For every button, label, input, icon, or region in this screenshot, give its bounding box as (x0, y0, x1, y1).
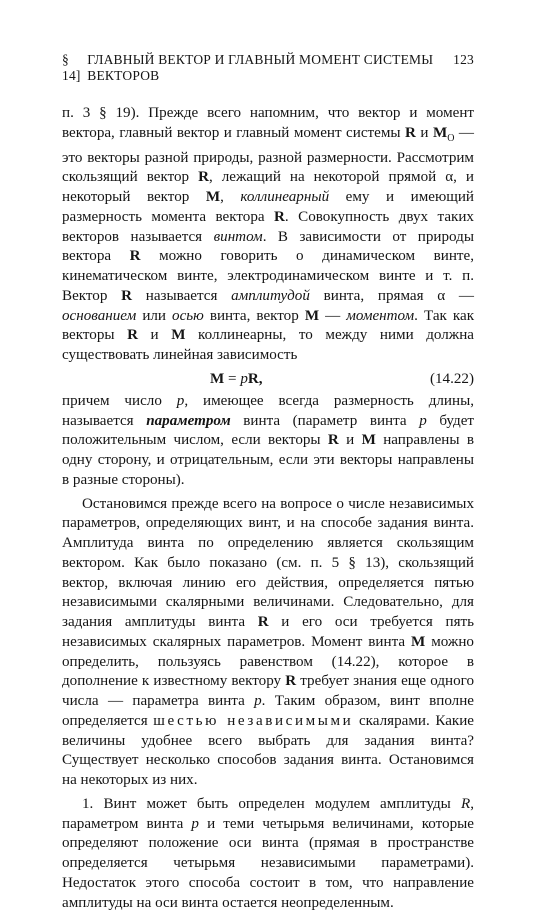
vector-symbol: R, (247, 370, 263, 387)
running-header (62, 52, 474, 84)
vector-symbol: R (274, 208, 285, 225)
term: основанием (62, 307, 137, 324)
text: . Таким образом, винт вполне определяется (62, 693, 474, 729)
text: требует знания еще одного числа — параметра винта (62, 673, 474, 710)
text: причем число (62, 392, 177, 409)
text: — это векторы разной природы, разной размерности. Рассмотрим скользящий вектор (62, 124, 475, 186)
text: п. 3 § 19). Прежде всего напомним, что вектор и момент вектора, главный вектор и главный момент системы (62, 105, 474, 141)
text: . Так как векторы (62, 307, 475, 344)
vector-symbol: R (127, 327, 138, 344)
term: параметром (146, 412, 231, 429)
text: винта, вектор (203, 307, 305, 324)
paragraph-2 (62, 392, 474, 491)
vector-symbol: M (205, 189, 221, 206)
term: моментом (346, 307, 415, 324)
vector-symbol: R (327, 432, 339, 449)
text: винта (параметр винта (230, 412, 420, 429)
vector-symbol: M (432, 124, 448, 141)
variable: p (176, 392, 185, 409)
vector-symbol: M (210, 370, 225, 387)
spaced-emphasis: шестью независимыми (153, 712, 354, 729)
variable: p (419, 412, 427, 429)
text: — (319, 307, 347, 324)
variable: R (460, 795, 471, 812)
text: Остановимся прежде всего на вопросе о числе независимых параметров, определяющих винт, и на способе задания винта. Амплитуда винта по определению является скользящим вектором. Как было показано (см. п. 5 § 13), скользящий вектор, включая линию его действия, определяется пятью независимыми скалярными величинами. Следовательно, для задания амплитуды винта (62, 495, 474, 631)
text: , лежащий на некоторой прямой α, и некоторый вектор (62, 169, 474, 206)
term: амплитудой (231, 287, 310, 304)
text: и теми четырьмя величинами, которые определяют положение оси винта (прямая в пространстве определяется четырьмя независимыми параметрами). Недостаток этого способа состоит в том, что направление амплитуды на оси винта остается неопределенным. (62, 815, 474, 911)
vector-symbol: R (405, 124, 416, 141)
text: будет положительным числом, если векторы (62, 412, 474, 449)
variable: p (240, 370, 248, 387)
vector-symbol: R (198, 169, 209, 186)
text: , (220, 189, 241, 206)
paragraph-4 (62, 795, 474, 913)
text: называется (132, 287, 232, 304)
variable: p (191, 815, 199, 832)
equals-sign: = (224, 370, 241, 387)
text: и его оси требуется пять независимых скалярных параметров. Момент винта (62, 614, 474, 650)
vector-symbol: R (257, 614, 269, 631)
paragraph-1 (62, 104, 474, 366)
running-title: ГЛАВНЫЙ ВЕКТОР И ГЛАВНЫЙ МОМЕНТ СИСТЕМЫ ВЕКТОРОВ (87, 52, 434, 83)
emphasis: коллинеарный (240, 189, 330, 206)
page-number: 123 (453, 52, 474, 67)
term: винтом (213, 228, 263, 245)
vector-symbol: M (304, 307, 320, 324)
text: направлены в одну сторону, и отрицательным, если эти векторы направлены в разные стороны). (62, 432, 474, 488)
section-ref: § 14] (62, 52, 81, 83)
vector-symbol: M (411, 633, 426, 650)
vector-symbol: R (121, 287, 133, 304)
equation-14-22 (62, 366, 474, 392)
vector-symbol: R (129, 248, 141, 265)
text: 1. Винт может быть определен модулем амплитуды (82, 795, 461, 812)
text: можно определить, пользуясь равенством (14.22), которое в дополнение к известному вектору (62, 633, 474, 690)
text: скалярами. Какие величины удобнее всего выбрать для задания винта? Существует несколько способов задания винта. Остановимся на некоторых из них. (62, 712, 475, 789)
text: ему и имеющий размерность момента вектора (62, 189, 474, 225)
text: . В зависимости от природы вектора (62, 228, 474, 265)
text: и (137, 327, 172, 344)
text: винта, прямая α — (309, 287, 474, 304)
text: , параметром винта (62, 795, 474, 832)
paragraph-3 (62, 495, 474, 791)
text: . Совокупность двух таких векторов называется (62, 208, 474, 245)
text: и (338, 432, 362, 449)
vector-symbol: R (285, 673, 297, 690)
variable: p (254, 693, 262, 710)
text: , имеющее всегда размерность длины, называется (62, 392, 474, 429)
text: можно говорить о динамическом винте, кинематическом винте, электродинамическом винте и т. п. Вектор (62, 248, 475, 304)
formula (210, 366, 263, 392)
text: коллинеарны, то между ними должна существовать линейная зависимость (62, 327, 474, 364)
vector-symbol: M (361, 432, 376, 449)
text: и (415, 124, 433, 141)
vector-symbol: M (171, 327, 186, 344)
subscript: O (447, 132, 455, 144)
term: осью (172, 307, 204, 324)
equation-number: (14.22) (429, 370, 474, 387)
text: или (136, 307, 173, 324)
